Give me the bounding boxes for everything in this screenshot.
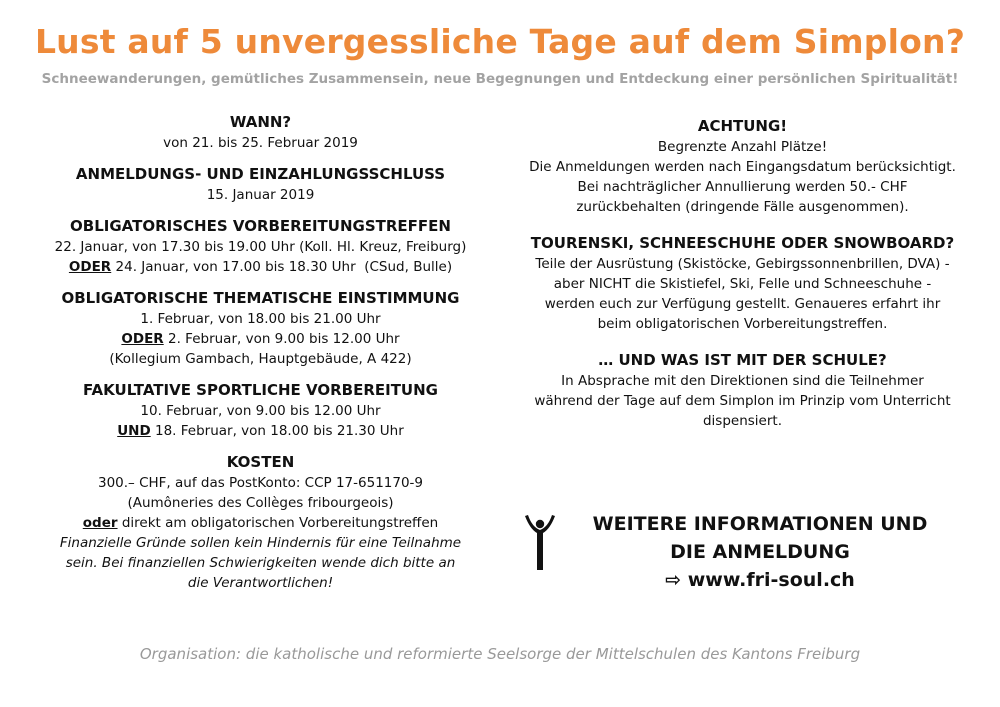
- text-line: 10. Februar, von 9.00 bis 12.00 Uhr: [140, 403, 381, 419]
- text-line: während der Tage auf dem Simplon im Prinzip vom Unterricht: [534, 393, 951, 409]
- section-heading: FAKULTATIVE SPORTLICHE VORBEREITUNG: [83, 381, 438, 399]
- text-line: Bei nachträglicher Annullierung werden 50.- CHF: [577, 179, 908, 195]
- info-text: [558, 510, 962, 594]
- italic-note: die Verantwortlichen!: [187, 575, 334, 591]
- text-line: Die Anmeldungen werden nach Eingangsdatum berücksichtigt.: [529, 159, 956, 175]
- page-subtitle: Schneewanderungen, gemütliches Zusammensein, neue Begegnungen und Entdeckung einer persönlichen Spiritualität!: [41, 71, 959, 87]
- date-text: von 21. bis 25. Februar 2019: [163, 135, 358, 151]
- footer-organisation: Organisation: die katholische und reformierte Seelsorge der Mittelschulen des Kantons Freiburg: [139, 645, 861, 663]
- section-achtung: [500, 116, 985, 217]
- person-raised-arms-icon: [522, 512, 558, 572]
- text-line: werden euch zur Verfügung gestellt. Genaueres erfahrt ihr: [544, 296, 941, 312]
- text-line: [18, 329, 503, 349]
- arrow-icon: ⇨: [665, 569, 682, 591]
- text-line: 22. Januar, von 17.30 bis 19.00 Uhr (Koll. Hl. Kreuz, Freiburg): [54, 239, 467, 255]
- oder-emphasis: oder: [82, 515, 118, 531]
- info-line: WEITERE INFORMATIONEN UND: [592, 513, 928, 535]
- left-column: [18, 112, 503, 593]
- oder-emphasis: ODER: [121, 331, 164, 347]
- info-line: DIE ANMELDUNG: [670, 541, 850, 563]
- info-block: [522, 510, 962, 600]
- section-heading: ACHTUNG!: [697, 117, 788, 135]
- section-heading: KOSTEN: [226, 453, 295, 471]
- section-anmeldeschluss: [18, 164, 503, 205]
- und-emphasis: UND: [117, 423, 151, 439]
- info-link-row: [558, 566, 962, 594]
- section-heading: TOURENSKI, SCHNEESCHUHE ODER SNOWBOARD?: [530, 234, 955, 252]
- page-title: Lust auf 5 unvergessliche Tage auf dem Simplon?: [34, 22, 966, 61]
- section-heading: … UND WAS IST MIT DER SCHULE?: [598, 351, 887, 369]
- deadline-text: 15. Januar 2019: [206, 187, 315, 203]
- oder-emphasis: ODER: [68, 259, 112, 275]
- text-line: (Aumôneries des Collèges fribourgeois): [127, 495, 394, 511]
- section-wann: [18, 112, 503, 153]
- text-line-rest: direkt am obligatorischen Vorbereitungstreffen: [117, 515, 439, 531]
- section-vorbereitungstreffen: [18, 216, 503, 277]
- text-line: zurückbehalten (dringende Fälle ausgenommen).: [576, 199, 909, 215]
- text-line: (Kollegium Gambach, Hauptgebäude, A 422): [109, 351, 412, 367]
- text-line: [18, 421, 503, 441]
- website-link[interactable]: www.fri-soul.ch: [687, 569, 855, 591]
- section-heading: ANMELDUNGS- UND EINZAHLUNGSSCHLUSS: [75, 165, 446, 183]
- text-line: aber NICHT die Skistiefel, Ski, Felle und Schneeschuhe -: [553, 276, 932, 292]
- text-line: dispensiert.: [702, 413, 782, 429]
- text-line: In Absprache mit den Direktionen sind die Teilnehmer: [561, 373, 924, 389]
- text-line: Begrenzte Anzahl Plätze!: [657, 139, 828, 155]
- text-line-rest: 18. Februar, von 18.00 bis 21.30 Uhr: [150, 423, 404, 439]
- text-line: beim obligatorischen Vorbereitungstreffen.: [597, 316, 888, 332]
- section-tourenski: [500, 233, 985, 334]
- right-column: [500, 116, 985, 431]
- section-heading: OBLIGATORISCHE THEMATISCHE EINSTIMMUNG: [61, 289, 460, 307]
- text-line-rest: 2. Februar, von 9.00 bis 12.00 Uhr: [163, 331, 400, 347]
- section-schule: [500, 350, 985, 431]
- section-heading: OBLIGATORISCHES VORBEREITUNGSTREFFEN: [70, 217, 451, 235]
- text-line: Teile der Ausrüstung (Skistöcke, Gebirgssonnenbrillen, DVA) -: [535, 256, 950, 272]
- section-sportlich: [18, 380, 503, 441]
- text-line-rest: 24. Januar, von 17.00 bis 18.30 Uhr (CSud, Bulle): [111, 259, 453, 275]
- italic-note: Finanzielle Gründe sollen kein Hindernis für eine Teilnahme: [59, 535, 462, 551]
- section-kosten: [18, 452, 503, 593]
- section-einstimmung: [18, 288, 503, 369]
- text-line: [18, 257, 503, 277]
- section-heading: WANN?: [229, 113, 292, 131]
- italic-note: sein. Bei finanziellen Schwierigkeiten wende dich bitte an: [65, 555, 456, 571]
- text-line: 1. Februar, von 18.00 bis 21.00 Uhr: [140, 311, 381, 327]
- text-line: [18, 513, 503, 533]
- text-line: 300.– CHF, auf das PostKonto: CCP 17-651170-9: [97, 475, 424, 491]
